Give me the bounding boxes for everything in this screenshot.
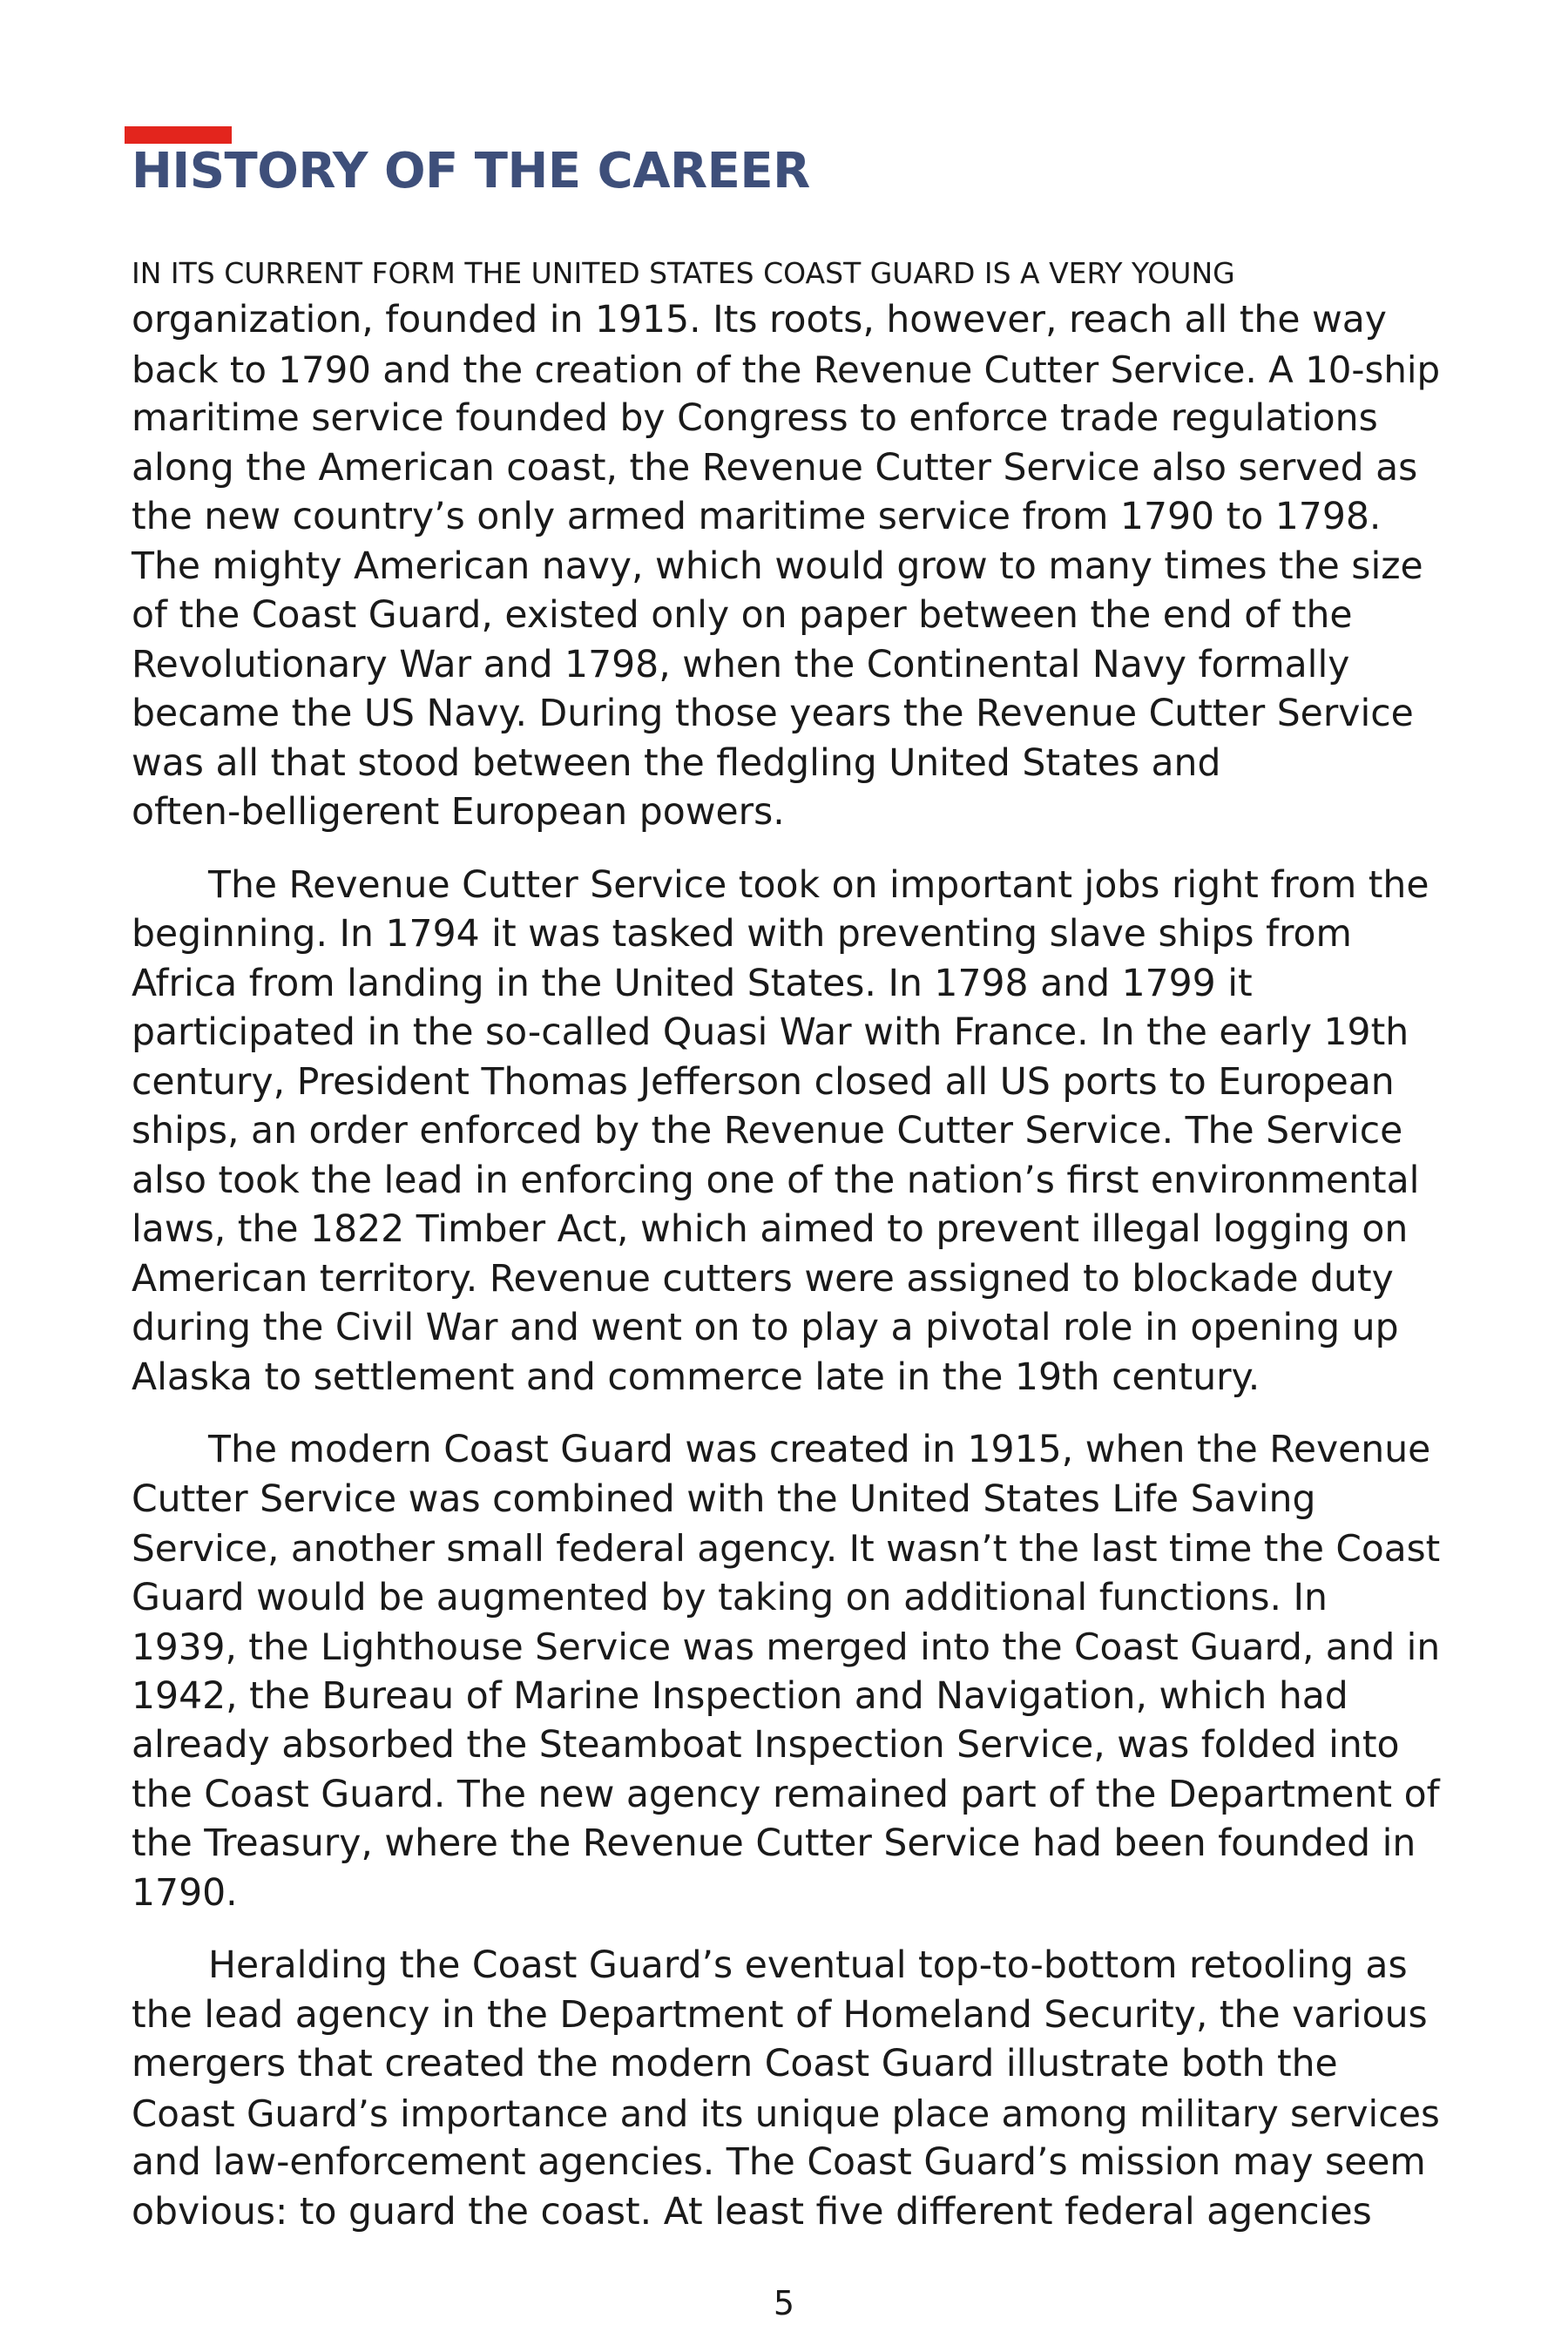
paragraph-line: during the Civil War and went on to play a pivotal role in opening up — [132, 1307, 1399, 1349]
paragraph-line: obvious: to guard the coast. At least five different federal agencies — [132, 2190, 1372, 2234]
paragraph-line: beginning. In 1794 it was tasked with preventing slave ships from — [132, 913, 1352, 956]
paragraph-line: the Treasury, where the Revenue Cutter Service had been founded in — [132, 1822, 1416, 1865]
paragraph-line: the lead agency in the Department of Homeland Security, the various — [132, 1993, 1428, 2037]
paragraph-line: also took the lead in enforcing one of the nation’s first environmental — [132, 1159, 1420, 1202]
section-title: HISTORY OF THE CAREER — [132, 143, 810, 199]
paragraph-line: already absorbed the Steamboat Inspection Service, was folded into — [132, 1724, 1400, 1767]
paragraph-line: Africa from landing in the United States. In 1798 and 1799 it — [132, 962, 1253, 1005]
paragraph-line: was all that stood between the fledgling United States and — [132, 741, 1221, 785]
paragraph-line: along the American coast, the Revenue Cutter Service also served as — [132, 446, 1418, 490]
paragraph-line: The mighty American navy, which would grow to many times the size — [132, 544, 1423, 588]
paragraph-line: The modern Coast Guard was created in 1915, when the Revenue — [208, 1429, 1431, 1471]
paragraph-line: Revolutionary War and 1798, when the Continental Navy formally — [132, 643, 1350, 686]
paragraph-line: the new country’s only armed maritime service from 1790 to 1798. — [132, 496, 1382, 538]
paragraph-line: Alaska to settlement and commerce late in the 19th century. — [132, 1355, 1260, 1399]
paragraph-line: Service, another small federal agency. It wasn’t the last time the Coast — [132, 1527, 1441, 1570]
paragraph-line: Guard would be augmented by taking on additional functions. In — [132, 1576, 1328, 1619]
paragraph-line: and law-enforcement agencies. The Coast Guard’s mission may seem — [132, 2141, 1426, 2184]
paragraph-line: often-belligerent European powers. — [132, 791, 785, 834]
paragraph-line: maritime service founded by Congress to enforce trade regulations — [132, 397, 1378, 440]
paragraph-line: became the US Navy. During those years the Revenue Cutter Service — [132, 693, 1414, 735]
page-number: 5 — [773, 2284, 795, 2322]
body-text — [132, 251, 1447, 2237]
paragraph-line: participated in the so-called Quasi War with France. In the early 19th — [132, 1011, 1409, 1054]
paragraph-line: Heralding the Coast Guard’s eventual top-to-bottom retooling as — [208, 1944, 1408, 1987]
paragraph-line: century, President Thomas Jefferson closed all US ports to European — [132, 1060, 1395, 1104]
paragraph-line: 1939, the Lighthouse Service was merged into the Coast Guard, and in — [132, 1625, 1441, 1668]
paragraph-line: The Revenue Cutter Service took on important jobs right from the — [208, 863, 1429, 907]
paragraph-4 — [132, 1942, 1447, 2237]
paragraph-line: Cutter Service was combined with the United States Life Saving — [132, 1477, 1316, 1521]
paragraph-2 — [132, 862, 1447, 1403]
paragraph-line: 1790. — [132, 1871, 238, 1915]
paragraph-line: organization, founded in 1915. Its roots, however, reach all the way — [132, 299, 1387, 341]
paragraph-line: ships, an order enforced by the Revenue Cutter Service. The Service — [132, 1110, 1403, 1152]
paragraph-1 — [132, 251, 1447, 838]
paragraph-3 — [132, 1426, 1447, 1918]
paragraph-line: Coast Guard’s importance and its unique place among military services — [132, 2092, 1440, 2135]
paragraph-line: the Coast Guard. The new agency remained part of the Department of — [132, 1773, 1440, 1816]
paragraph-line: American territory. Revenue cutters were assigned to blockade duty — [132, 1257, 1394, 1301]
paragraph-lead-line: IN ITS CURRENT FORM THE UNITED STATES COAST GUARD IS A VERY YOUNG — [132, 256, 1235, 290]
paragraph-line: laws, the 1822 Timber Act, which aimed to prevent illegal logging on — [132, 1208, 1409, 1251]
paragraph-line: mergers that created the modern Coast Guard illustrate both the — [132, 2043, 1338, 2085]
paragraph-line: back to 1790 and the creation of the Revenue Cutter Service. A 10-ship — [132, 348, 1441, 391]
paragraph-line: 1942, the Bureau of Marine Inspection and Navigation, which had — [132, 1674, 1348, 1718]
paragraph-line: of the Coast Guard, existed only on paper between the end of the — [132, 594, 1353, 637]
